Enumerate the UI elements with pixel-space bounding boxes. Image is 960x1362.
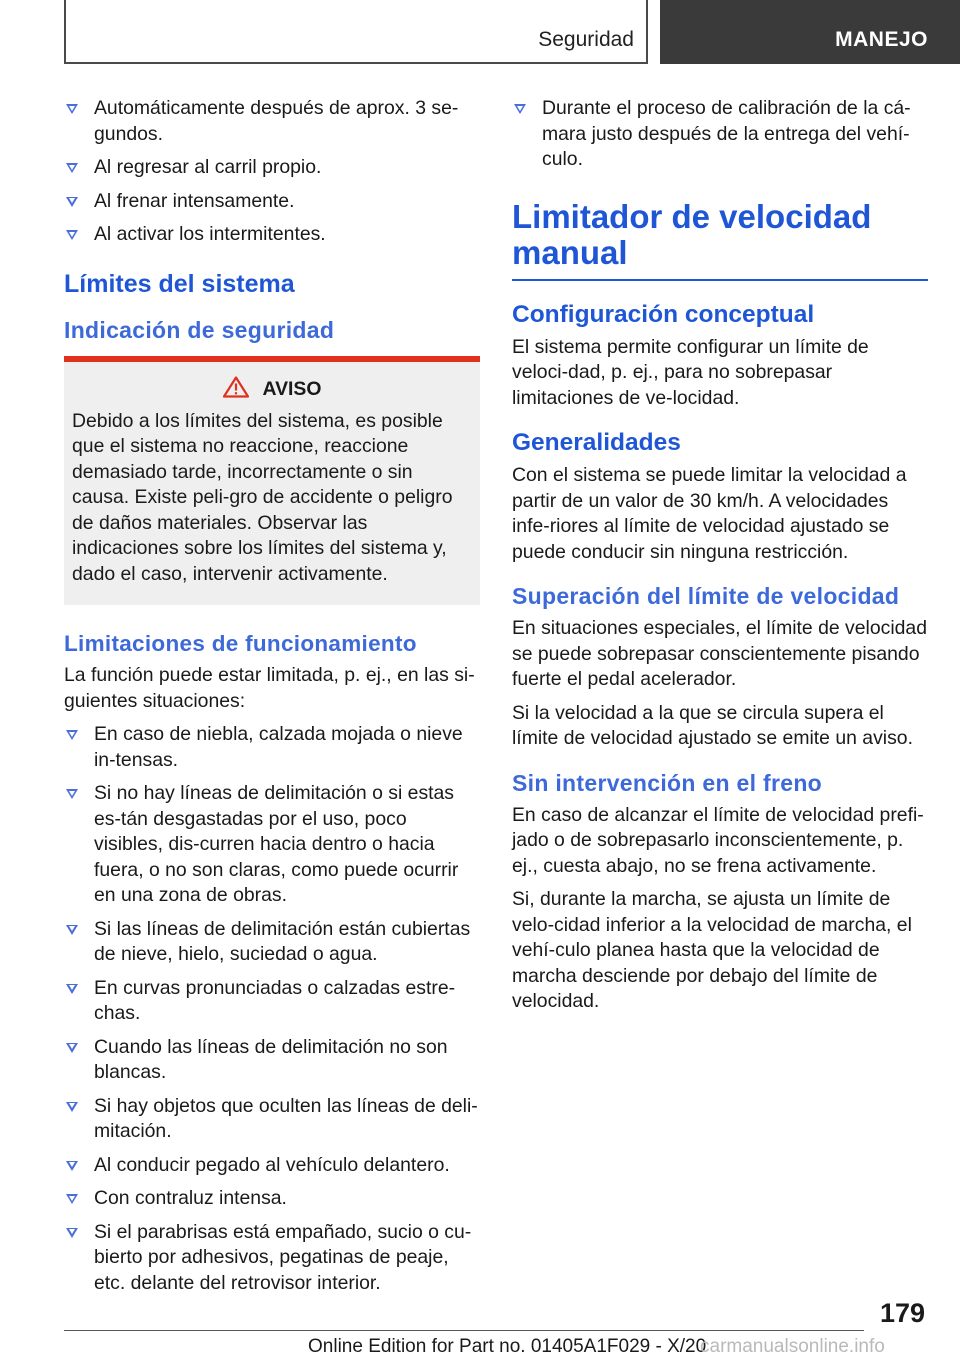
left-column xyxy=(64,96,480,1304)
footer-watermark: carmanualsonline.info xyxy=(700,1336,885,1357)
heading-concept: Configuración conceptual xyxy=(512,300,815,328)
header-chapter-box xyxy=(660,0,960,64)
triangle-bullet-icon xyxy=(66,730,78,740)
heading-general: Generalidades xyxy=(512,429,681,456)
heading-no-brake: Sin intervención en el freno xyxy=(512,769,823,796)
list-item: Con contraluz intensa. xyxy=(64,1186,480,1212)
list-item: Si no hay líneas de delimitación o si estas es‐tán desgastadas por el uso, poco visibles, dis‐curren hacia dentro o hacia fuera, o no son claras, como puede ocurrir en una zona de obras. xyxy=(64,781,480,909)
triangle-bullet-icon xyxy=(66,1043,78,1053)
header-chapter-title: MANEJO xyxy=(835,28,928,51)
list-item: En curvas pronunciadas o calzadas estre‐chas. xyxy=(64,976,480,1027)
triangle-bullet-icon xyxy=(66,1102,78,1112)
main-heading-wrap xyxy=(512,199,928,281)
list-item: Al conducir pegado al vehículo delantero. xyxy=(64,1153,480,1179)
list-item: Al frenar intensamente. xyxy=(64,189,480,215)
page-number: 179 xyxy=(880,1298,926,1328)
triangle-bullet-icon xyxy=(66,1228,78,1238)
list-item: Cuando las líneas de delimitación no son blancas. xyxy=(64,1035,480,1086)
triangle-bullet-icon xyxy=(66,104,78,114)
top-bullet-list xyxy=(64,96,480,248)
heading-speed-limiter: Limitador de velocidad manual xyxy=(512,197,872,271)
heading-exceed-limit: Superación del límite de velocidad xyxy=(512,583,900,609)
warning-text: Debido a los límites del sistema, es posible que el sistema no reaccione, reaccione demasiado tarde, incorrectamente o sin causa. Existe peli‐gro de accidente o peligro de daños materiales. Observar las indicaciones sobre los límites del sistema y, dado el caso, intervenir activamente. xyxy=(72,409,453,585)
limitations-list xyxy=(64,722,480,1296)
list-item: Automáticamente después de aprox. 3 se‐gundos. xyxy=(64,96,480,147)
triangle-bullet-icon xyxy=(66,230,78,240)
limitations-intro: La función puede estar limitada, p. ej., en las si‐guientes situaciones: xyxy=(64,664,475,712)
triangle-bullet-icon xyxy=(66,789,78,799)
warning-label: AVISO xyxy=(262,377,322,400)
heading-system-limits: Límites del sistema xyxy=(64,269,295,298)
list-item: En caso de niebla, calzada mojada o nieve in‐tensas. xyxy=(64,722,480,773)
list-item: Al activar los intermitentes. xyxy=(64,222,480,248)
warning-header xyxy=(72,376,472,403)
triangle-bullet-icon xyxy=(66,925,78,935)
right-column xyxy=(512,96,928,1023)
triangle-bullet-icon xyxy=(66,163,78,173)
footer-edition: Online Edition for Part no. 01405A1F029 - X/20 xyxy=(308,1336,707,1357)
concept-text: El sistema permite configurar un límite de veloci‐dad, p. ej., para no sobrepasar limitaciones de ve‐locidad. xyxy=(512,335,869,409)
heading-safety-note: Indicación de seguridad xyxy=(64,316,335,343)
list-item: Si el parabrisas está empañado, sucio o cu‐bierto por adhesivos, pegatinas de peaje, etc. delante del retrovisor interior. xyxy=(64,1220,480,1297)
brake-text-1: En caso de alcanzar el límite de velocidad prefi‐jado o de sobrepasarlo inconscientemente, p. ej., cuesta abajo, no se frena activamente. xyxy=(512,803,924,877)
exceed-text-1: En situaciones especiales, el límite de velocidad se puede sobrepasar conscientemente pisando fuerte el pedal acelerador. xyxy=(512,617,927,690)
triangle-bullet-icon xyxy=(66,984,78,994)
footer-divider xyxy=(64,1330,864,1331)
warning-box xyxy=(64,356,480,606)
header-section-box xyxy=(64,0,648,64)
general-text: Con el sistema se puede limitar la velocidad a partir de un valor de 30 km/h. A velocidades infe‐riores al límite de velocidad ajustado se puede conducir sin ninguna restricción. xyxy=(512,464,907,563)
top-bullet-list xyxy=(512,96,928,173)
list-item: Durante el proceso de calibración de la cá‐mara justo después de la entrega del vehí‐culo. xyxy=(512,96,928,173)
list-item: Si las líneas de delimitación están cubiertas de nieve, hielo, suciedad o agua. xyxy=(64,917,480,968)
exceed-text-2: Si la velocidad a la que se circula supera el límite de velocidad ajustado se emite un aviso. xyxy=(512,701,913,749)
header-section-title: Seguridad xyxy=(538,28,634,51)
warning-triangle-icon xyxy=(223,376,249,403)
brake-text-2: Si, durante la marcha, se ajusta un límite de velo‐cidad inferior a la velocidad de marcha, el vehí‐culo planea hasta que la velocidad de marcha desciende por debajo del límite de velocidad. xyxy=(512,888,912,1012)
triangle-bullet-icon xyxy=(66,1194,78,1204)
list-item: Si hay objetos que oculten las líneas de deli‐mitación. xyxy=(64,1094,480,1145)
heading-limitations: Limitaciones de funcionamiento xyxy=(64,631,417,656)
triangle-bullet-icon xyxy=(66,197,78,207)
triangle-bullet-icon xyxy=(514,104,526,114)
list-item: Al regresar al carril propio. xyxy=(64,155,480,181)
triangle-bullet-icon xyxy=(66,1161,78,1171)
